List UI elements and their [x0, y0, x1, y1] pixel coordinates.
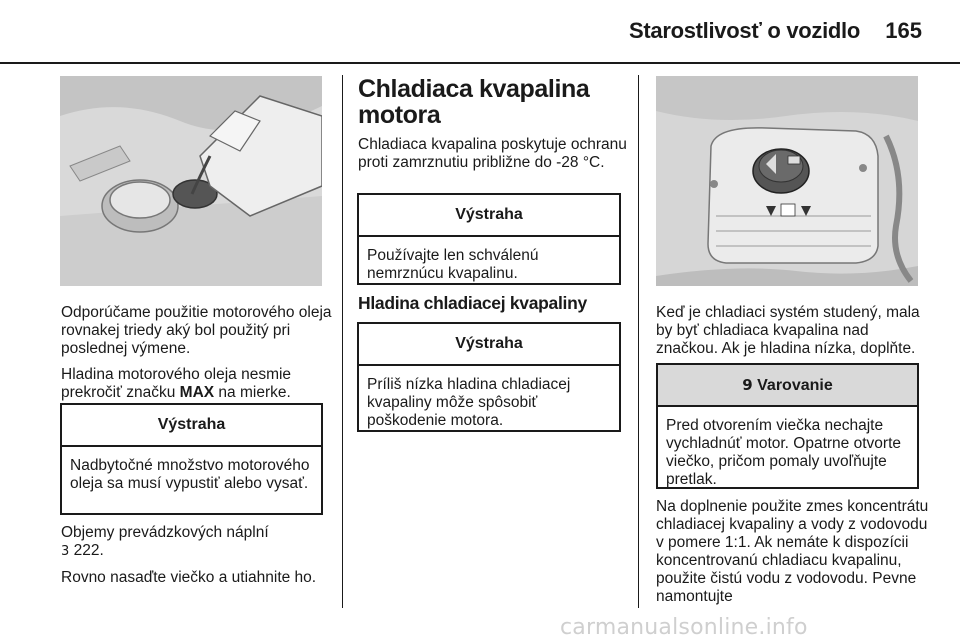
page-number: 165 — [885, 18, 922, 43]
caution-body: Pred otvorením viečka nechajte vychladnúť motor. Opatrne otvorte viečko, pričom pomaly uvoľňujte pretlak. — [666, 417, 901, 488]
fill-volumes-text: Objemy prevádzkových náplní 3 222. — [61, 524, 269, 559]
coolant-refill-text: Na doplnenie použite zmes koncentrátu chladiacej kvapaliny a vody z vodovodu v pomere 1:1. Ak nemáte k dispozícii koncentrovanú chladiacu kvapalinu, použite čistú vodu z vodovodu. Pevne namontujte — [656, 498, 929, 605]
coolant-reservoir-illustration — [656, 76, 918, 286]
coolant-warning-box — [357, 193, 621, 285]
column-divider-left — [342, 75, 343, 608]
oil-warning-heading: Výstraha — [62, 405, 321, 447]
warning-triangle-icon: 9 — [742, 376, 753, 394]
engine-oil-illustration — [60, 76, 322, 286]
cap-instruction-text: Rovno nasaďte viečko a utiahnite ho. — [61, 569, 317, 586]
page-reference-icon: 3 — [61, 544, 70, 559]
header-rule — [0, 62, 960, 64]
coolant-level-warning-body: Príliš nízka hladina chladiacej kvapaliny môže spôsobiť poškodenie motora. — [367, 376, 571, 429]
section-heading-coolant: Chladiaca kvapalina motora — [358, 75, 590, 129]
oil-class-text: Odporúčame použitie motorového oleja rovnakej triedy aký bol použitý pri poslednej výmene. — [61, 304, 332, 357]
column-divider-right — [638, 75, 639, 608]
caution-box — [656, 363, 919, 489]
subheading-coolant-level: Hladina chladiacej kvapaliny — [358, 293, 587, 313]
oil-warning-body: Nadbytočné množstvo motorového oleja sa musí vypustiť alebo vysať. — [70, 457, 310, 492]
oil-level-text: Hladina motorového oleja nesmie prekročiť značku MAX na mierke. — [61, 366, 292, 401]
coolant-level-text: Keď je chladiaci systém studený, mala by byť chladiaca kvapalina nad značkou. Ak je hladina nízka, doplňte. — [656, 304, 920, 357]
coolant-warning-body: Používajte len schválenú nemrznúcu kvapalinu. — [367, 247, 539, 282]
page-title: Starostlivosť o vozidlo — [628, 18, 860, 43]
coolant-level-warning-box — [357, 322, 621, 432]
coolant-intro-text: Chladiaca kvapalina poskytuje ochranu proti zamrznutiu približne do -28 °C. — [358, 136, 627, 171]
caution-heading: 9 Varovanie — [658, 365, 917, 407]
coolant-warning-heading: Výstraha — [359, 195, 619, 237]
max-mark: MAX — [179, 384, 215, 401]
page-reference[interactable]: 222. — [69, 542, 104, 559]
coolant-level-warning-heading: Výstraha — [359, 324, 619, 366]
oil-warning-box — [60, 403, 323, 515]
watermark: carmanualsonline.info — [560, 615, 808, 640]
